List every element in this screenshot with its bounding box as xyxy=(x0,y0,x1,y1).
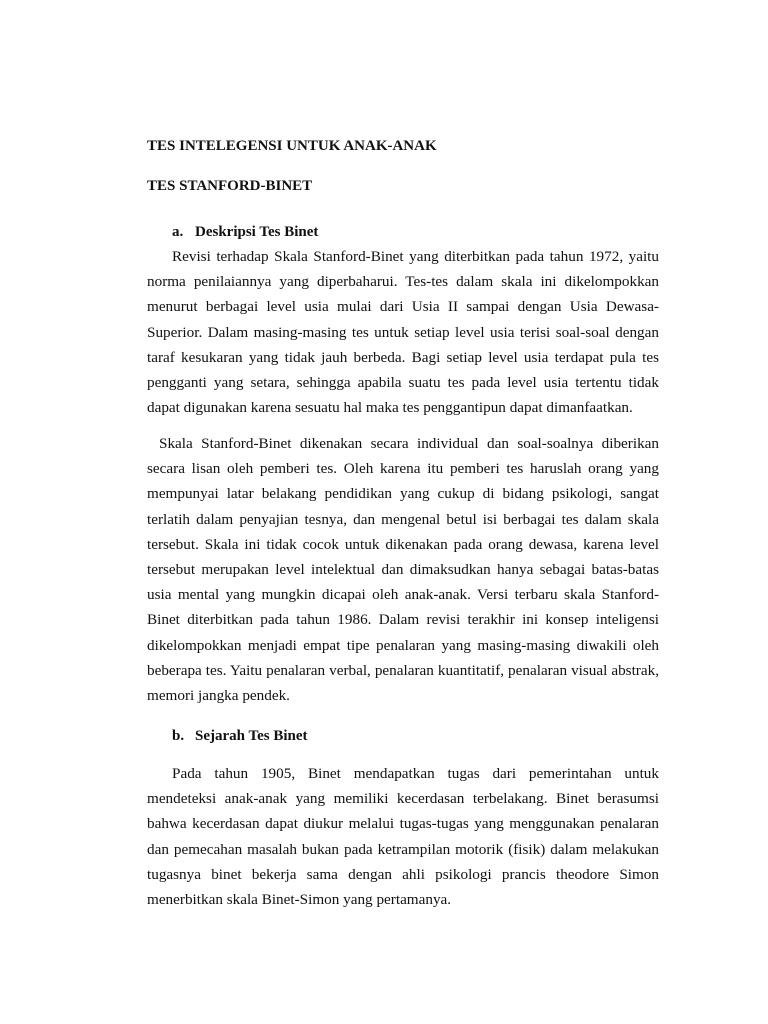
section-a-heading xyxy=(172,223,318,241)
document-subtitle: TES STANFORD-BINET xyxy=(147,178,313,194)
section-a-marker: a. xyxy=(172,224,184,240)
section-b-paragraph-1: Pada tahun 1905, Binet mendapatkan tugas dari pemerintahan untuk mendeteksi anak-anak yang memiliki kecerdasan terbelakang. Binet berasumsi bahwa kecerdasan dapat diukur melalui tugas-tugas yang menggunakan penalaran dan pemecahan masalah bukan pada ketrampilan motorik (fisik) dalam melakukan tugasnya binet bekerja sama dengan ahli psikologi prancis theodore Simon menerbitkan skala Binet-Simon yang pertamanya. xyxy=(147,765,659,909)
document-title: TES INTELEGENSI UNTUK ANAK-ANAK xyxy=(147,138,437,154)
section-b-marker: b. xyxy=(172,728,185,744)
section-b-title: Sejarah Tes Binet xyxy=(195,728,308,744)
section-a-paragraph-1: Revisi terhadap Skala Stanford-Binet yang diterbitkan pada tahun 1972, yaitu norma penilaiannya yang diperbaharui. Tes-tes dalam skala ini dikelompokkan menurut berbagai level usia mulai dari Usia II sampai dengan Usia Dewasa-Superior. Dalam masing-masing tes untuk setiap level usia terisi soal-soal dengan taraf kesukaran yang tidak jauh berbeda. Bagi setiap level usia terdapat pula tes pengganti yang setara, sehingga apabila suatu tes pada level usia tertentu tidak dapat digunakan karena sesuatu hal maka tes penggantipun dapat dimanfaatkan. xyxy=(147,248,659,417)
section-a-paragraph-2: Skala Stanford-Binet dikenakan secara individual dan soal-soalnya diberikan secara lisan oleh pemberi tes. Oleh karena itu pemberi tes haruslah orang yang mempunyai latar belakang pendidikan yang cukup di bidang psikologi, sangat terlatih dalam penyajian tesnya, dan mengenal betul isi berbagai tes dalam skala tersebut. Skala ini tidak cocok untuk dikenakan pada orang dewasa, karena level tersebut merupakan level intelektual dan dimaksudkan hanya sebagai batas-batas usia mental yang mungkin dicapai oleh anak-anak. Versi terbaru skala Stanford-Binet diterbitkan pada tahun 1986. Dalam revisi terakhir ini konsep inteligensi dikelompokkan menjadi empat tipe penalaran yang masing-masing diwakili oleh beberapa tes. Yaitu penalaran verbal, penalaran kuantitatif, penalaran visual abstrak, memori jangka pendek. xyxy=(147,435,659,705)
section-b-heading xyxy=(172,727,308,745)
section-a-title: Deskripsi Tes Binet xyxy=(195,224,319,240)
